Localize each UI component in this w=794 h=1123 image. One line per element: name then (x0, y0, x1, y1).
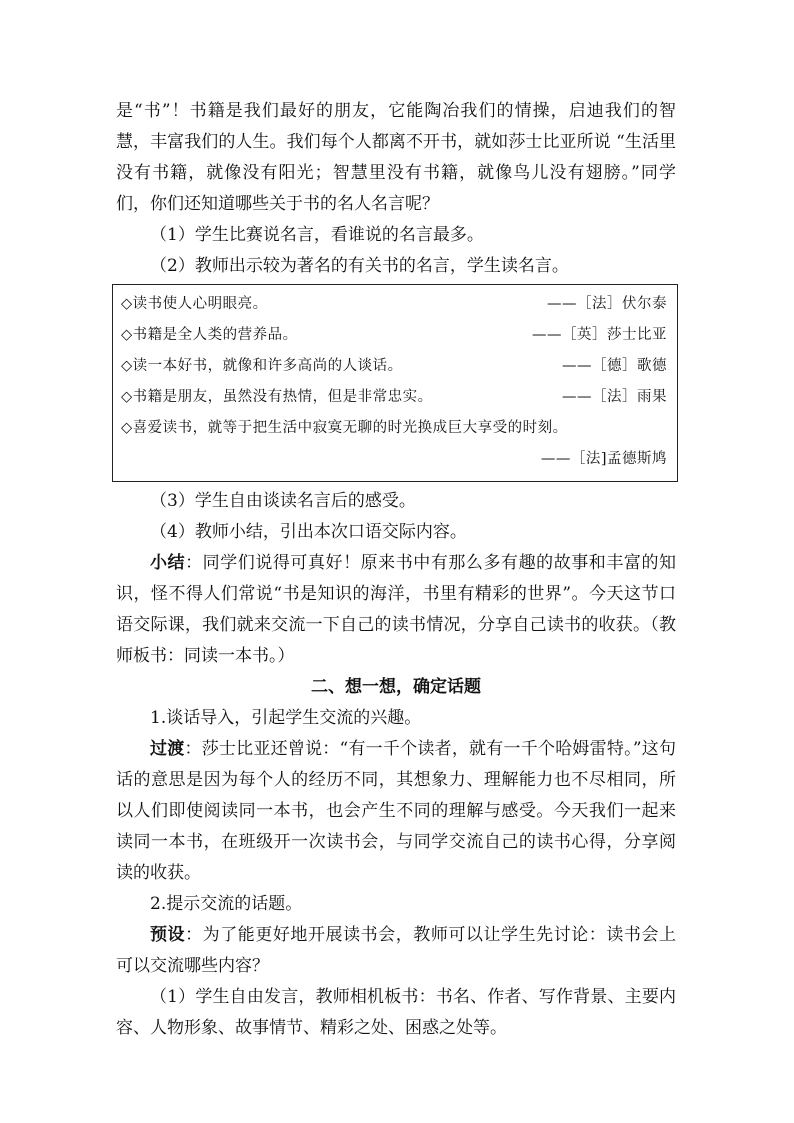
quote-text: ◇书籍是朋友，虽然没有热情，但是非常忠实。 (121, 389, 433, 405)
quote-author: ——［德］歌德 (562, 358, 667, 374)
preset-paragraph (116, 920, 676, 982)
intro-paragraph: 是“书”！书籍是我们最好的朋友，它能陶冶我们的情操，启迪我们的智慧，丰富我们的人生。我们每个人都离不开书，就如莎士比亚所说 “生活里没有书籍，就像没有阳光；智慧里没有书籍，就像鸟儿没有翅膀。”同学们，你们还知道哪些关于书的名人名言呢？ (116, 101, 676, 214)
summary-paragraph (116, 548, 676, 672)
transition-label: 过渡 (150, 739, 185, 759)
quote-author: ——［英］莎士比亚 (532, 327, 667, 343)
preset-text: ：为了能更好地开展读书会，教师可以让学生先讨论：读书会上可以交流哪些内容？ (116, 925, 677, 976)
step-4-paragraph: （4）教师小结，引出本次口语交际内容。 (150, 522, 467, 542)
quote-row (121, 351, 667, 382)
document-body (116, 96, 676, 1044)
step-2-paragraph: （2）教师出示较为著名的有关书的名言，学生读名言。 (150, 256, 569, 276)
quote-text: ◇书籍是全人类的营养品。 (121, 327, 298, 343)
quote-row (121, 320, 667, 351)
quote-author: ——［法]孟德斯鸠 (540, 451, 667, 467)
quote-author-row (121, 444, 667, 475)
quote-author: ——［法］雨果 (562, 389, 667, 405)
quote-text: ◇读一本好书，就像和许多高尚的人谈话。 (121, 358, 403, 374)
section-heading: 二、想一想，确定话题 (311, 677, 481, 697)
quote-author: ——［法］伏尔泰 (547, 296, 667, 312)
summary-text: ：同学们说得可真好！原来书中有那么多有趣的故事和丰富的知识，怪不得人们常说“书是知识的海洋，书里有精彩的世界”。今天这节口语交际课，我们就来交流一下自己的读书情况，分享自己读书的收获。（教师板书：同读一本书。） (116, 553, 677, 666)
discussion-paragraph: （1）学生自由发言，教师相机板书：书名、作者、写作背景、主要内容、人物形象、故事情节、精彩之处、困惑之处等。 (116, 987, 676, 1038)
quote-row (121, 413, 667, 444)
step-1-paragraph: （1）学生比赛说名言，看谁说的名言最多。 (150, 225, 484, 245)
step-3-paragraph: （3）学生自由谈读名言后的感受。 (150, 491, 416, 511)
quote-text: ◇喜爱读书，就等于把生活中寂寞无聊的时光换成巨大享受的时刻。 (121, 420, 568, 436)
quote-text: ◇读书使人心明眼亮。 (121, 296, 268, 312)
item-1-paragraph: 1.谈话导入，引起学生交流的兴趣。 (150, 708, 422, 728)
transition-text: ：莎士比亚还曾说：“有一千个读者，就有一千个哈姆雷特。”这句话的意思是因为每个人的经历不同，其想象力、理解能力也不尽相同，所以人们即使阅读同一本书，也会产生不同的理解与感受。今天我们一起来读同一本书，在班级开一次读书会，与同学交流自己的读书心得，分享阅读的收获。 (116, 739, 677, 883)
preset-label: 预设 (150, 925, 186, 945)
summary-label: 小结 (150, 553, 186, 573)
quote-row (121, 289, 667, 320)
quotes-box (112, 284, 678, 482)
item-2-paragraph: 2.提示交流的话题。 (150, 894, 303, 914)
transition-paragraph (116, 734, 676, 889)
quote-row (121, 382, 667, 413)
